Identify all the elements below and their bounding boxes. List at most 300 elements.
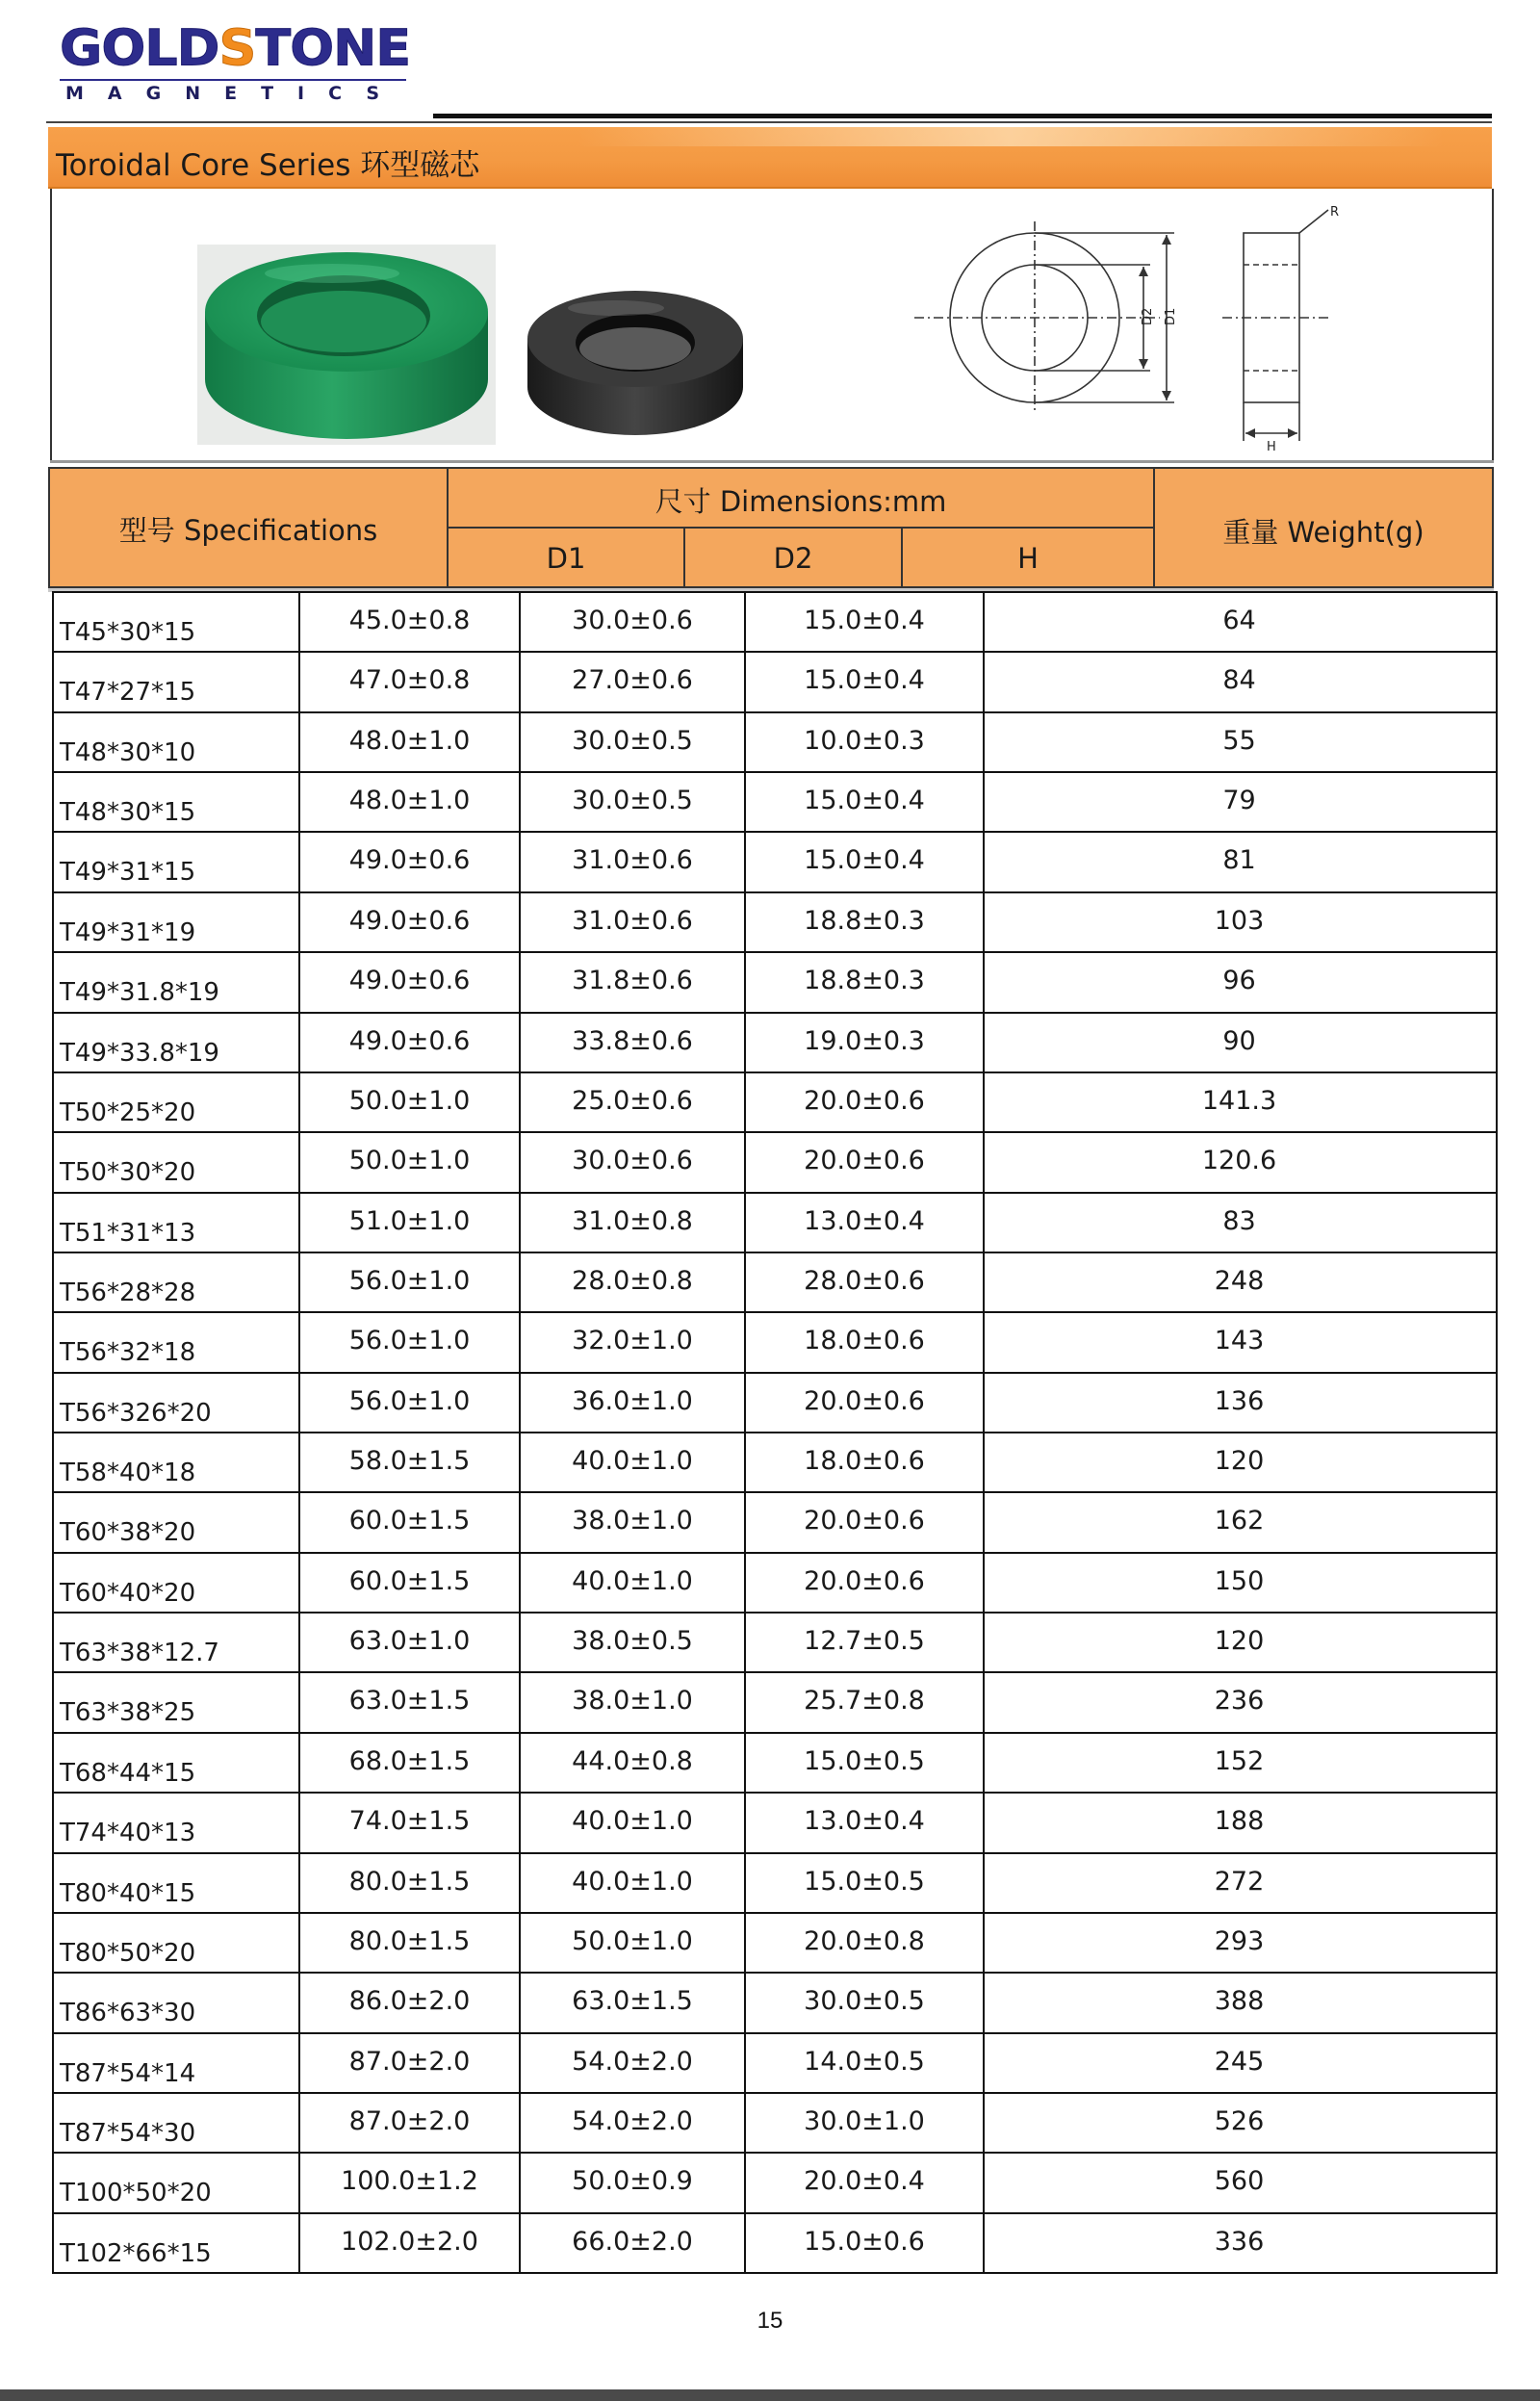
cell-spec — [54, 1014, 298, 1071]
spec-value: T87*54*14 — [60, 2058, 196, 2088]
table-row — [54, 1974, 1496, 2033]
d1-value: 56.0±1.0 — [348, 1265, 471, 1296]
label-r: R — [1330, 205, 1340, 219]
cell-d2 — [519, 1073, 744, 1131]
weight-value: 120.6 — [1201, 1146, 1277, 1176]
d1-value: 63.0±1.5 — [348, 1686, 471, 1717]
spec-value: T49*33.8*19 — [60, 1038, 219, 1068]
d2-value: 25.0±0.6 — [572, 1085, 693, 1116]
d1-value: 60.0±1.5 — [348, 1565, 471, 1596]
table-row — [54, 2154, 1496, 2213]
cell-spec — [54, 1313, 298, 1371]
spec-value: T60*40*20 — [60, 1578, 196, 1608]
cell-h — [744, 893, 983, 951]
d1-value: 51.0±1.0 — [348, 1205, 471, 1236]
cell-weight — [983, 893, 1494, 951]
cell-h — [744, 1854, 983, 1912]
spec-value: T63*38*25 — [60, 1698, 196, 1728]
weight-value: 136 — [1214, 1385, 1265, 1416]
d2-value: 40.0±1.0 — [572, 1866, 693, 1897]
cell-weight — [983, 953, 1494, 1011]
table-row — [54, 1194, 1496, 1253]
d1-value: 68.0±1.5 — [348, 1745, 471, 1776]
cell-d1 — [298, 653, 519, 710]
cell-d2 — [519, 1614, 744, 1671]
cell-weight — [983, 653, 1494, 710]
weight-value: 150 — [1214, 1565, 1265, 1596]
cell-spec — [54, 2154, 298, 2211]
d1-value: 102.0±2.0 — [341, 2226, 478, 2257]
cell-d2 — [519, 773, 744, 831]
cell-d2 — [519, 2034, 744, 2092]
cell-d1 — [298, 1133, 519, 1191]
cell-weight — [983, 1433, 1494, 1491]
cell-d2 — [519, 1313, 744, 1371]
d2-value: 28.0±0.8 — [572, 1265, 693, 1296]
d2-value: 38.0±1.0 — [572, 1686, 693, 1717]
d1-value: 86.0±2.0 — [348, 1986, 471, 2017]
spec-value: T49*31*19 — [60, 917, 196, 947]
cell-spec — [54, 1374, 298, 1432]
label-h: H — [1267, 440, 1276, 452]
cell-spec — [54, 1794, 298, 1851]
cell-h — [744, 773, 983, 831]
table-row — [54, 1313, 1496, 1373]
cell-h — [744, 1614, 983, 1671]
d2-value: 31.0±0.6 — [572, 845, 693, 876]
h-value: 15.0±0.4 — [804, 665, 925, 696]
weight-value: 90 — [1222, 1025, 1256, 1056]
cell-spec — [54, 953, 298, 1011]
header-d1: D1 — [546, 542, 586, 575]
cell-spec — [54, 893, 298, 951]
spec-value: T47*27*15 — [60, 678, 196, 708]
cell-d2 — [519, 1974, 744, 2031]
cell-d2 — [519, 1794, 744, 1851]
weight-value: 248 — [1214, 1265, 1265, 1296]
table-row — [54, 1073, 1496, 1133]
spec-value: T80*50*20 — [60, 1938, 196, 1968]
cell-h — [744, 1794, 983, 1851]
cell-spec — [54, 1673, 298, 1731]
d2-value: 63.0±1.5 — [572, 1986, 693, 2017]
title-bar — [48, 127, 1492, 189]
cell-weight — [983, 2214, 1494, 2272]
cell-spec — [54, 1554, 298, 1612]
table-row — [54, 1854, 1496, 1914]
d2-value: 40.0±1.0 — [572, 1806, 693, 1837]
d2-value: 30.0±0.6 — [572, 606, 693, 635]
weight-value: 526 — [1214, 2105, 1265, 2136]
cell-spec — [54, 1974, 298, 2031]
cell-weight — [983, 1794, 1494, 1851]
weight-value: 560 — [1214, 2166, 1265, 2197]
header-dimensions: 尺寸 Dimensions:mm — [654, 485, 947, 518]
weight-value: 79 — [1222, 786, 1256, 816]
d2-value: 30.0±0.6 — [572, 1146, 693, 1176]
d2-value: 54.0±2.0 — [572, 2105, 693, 2136]
weight-value: 152 — [1214, 1745, 1265, 1776]
spec-value: T63*38*12.7 — [60, 1639, 219, 1668]
cell-weight — [983, 1133, 1494, 1191]
weight-value: 96 — [1222, 966, 1256, 996]
cell-d2 — [519, 653, 744, 710]
cell-h — [744, 2094, 983, 2152]
h-value: 13.0±0.4 — [804, 1806, 925, 1837]
d1-value: 45.0±0.8 — [348, 606, 471, 635]
cell-weight — [983, 2154, 1494, 2211]
cell-h — [744, 953, 983, 1011]
header-rule — [433, 114, 1492, 118]
cell-h — [744, 2154, 983, 2211]
cell-d1 — [298, 1614, 519, 1671]
cell-d2 — [519, 1014, 744, 1071]
cell-weight — [983, 593, 1494, 651]
h-value: 18.8±0.3 — [804, 966, 925, 996]
cell-h — [744, 1194, 983, 1252]
d1-value: 47.0±0.8 — [348, 665, 471, 696]
d1-value: 74.0±1.5 — [348, 1806, 471, 1837]
cell-spec — [54, 773, 298, 831]
h-value: 15.0±0.4 — [804, 606, 925, 635]
cell-weight — [983, 713, 1494, 771]
weight-value: 388 — [1214, 1986, 1265, 2017]
table-row — [54, 2034, 1496, 2094]
spec-value: T86*63*30 — [60, 1999, 196, 2028]
spec-value: T50*25*20 — [60, 1097, 196, 1127]
cell-d1 — [298, 953, 519, 1011]
cell-spec — [54, 1433, 298, 1491]
cell-d2 — [519, 2094, 744, 2152]
cell-d2 — [519, 1673, 744, 1731]
cell-spec — [54, 1614, 298, 1671]
cell-d1 — [298, 1014, 519, 1071]
table-row — [54, 653, 1496, 712]
d1-value: 56.0±1.0 — [348, 1326, 471, 1356]
d2-value: 30.0±0.5 — [572, 786, 693, 816]
d2-value: 33.8±0.6 — [572, 1025, 693, 1056]
cell-spec — [54, 1914, 298, 1972]
cell-h — [744, 1374, 983, 1432]
cell-d1 — [298, 2214, 519, 2272]
weight-value: 83 — [1222, 1205, 1256, 1236]
d1-value: 49.0±0.6 — [348, 845, 471, 876]
cell-d2 — [519, 893, 744, 951]
weight-value: 55 — [1222, 725, 1256, 756]
d2-value: 50.0±1.0 — [572, 1925, 693, 1956]
h-value: 13.0±0.4 — [804, 1205, 925, 1236]
cell-d1 — [298, 833, 519, 891]
table-header — [48, 467, 1494, 588]
d2-value: 31.0±0.6 — [572, 905, 693, 936]
weight-value: 188 — [1214, 1806, 1265, 1837]
h-value: 18.0±0.6 — [804, 1326, 925, 1356]
cell-spec — [54, 1073, 298, 1131]
header-weight: 重量 Weight(g) — [1222, 516, 1424, 549]
h-value: 20.0±0.6 — [804, 1385, 925, 1416]
cell-d1 — [298, 1073, 519, 1131]
d1-value: 80.0±1.5 — [348, 1866, 471, 1897]
spec-value: T45*30*15 — [60, 618, 196, 647]
cell-h — [744, 1133, 983, 1191]
d1-value: 50.0±1.0 — [348, 1146, 471, 1176]
spec-value: T74*40*13 — [60, 1819, 196, 1848]
h-value: 20.0±0.6 — [804, 1565, 925, 1596]
cell-d1 — [298, 1374, 519, 1432]
cell-spec — [54, 1194, 298, 1252]
logo-tagline: MAGNETICS — [65, 83, 404, 104]
table-row — [54, 1433, 1496, 1493]
cell-d1 — [298, 1433, 519, 1491]
table-row — [54, 1133, 1496, 1193]
header-rule-thin — [46, 121, 1492, 123]
cell-h — [744, 1673, 983, 1731]
spec-value: T100*50*20 — [60, 2179, 212, 2208]
cell-d2 — [519, 1253, 744, 1311]
header-spec: 型号 Specifications — [118, 514, 378, 547]
h-value: 28.0±0.6 — [804, 1265, 925, 1296]
cell-h — [744, 2034, 983, 2092]
d1-value: 49.0±0.6 — [348, 1025, 471, 1056]
cell-d2 — [519, 1374, 744, 1432]
spec-value: T56*32*18 — [60, 1338, 196, 1368]
d1-value: 60.0±1.5 — [348, 1506, 471, 1536]
d1-value: 49.0±0.6 — [348, 905, 471, 936]
cell-d1 — [298, 893, 519, 951]
table-row — [54, 713, 1496, 773]
cell-d1 — [298, 1253, 519, 1311]
spec-value: T56*28*28 — [60, 1278, 196, 1307]
h-value: 18.0±0.6 — [804, 1446, 925, 1477]
cell-d2 — [519, 2154, 744, 2211]
cell-spec — [54, 833, 298, 891]
d1-value: 49.0±0.6 — [348, 966, 471, 996]
table-row — [54, 1614, 1496, 1673]
d1-value: 100.0±1.2 — [341, 2166, 478, 2197]
cell-h — [744, 1493, 983, 1551]
cell-h — [744, 1073, 983, 1131]
d2-value: 27.0±0.6 — [572, 665, 693, 696]
cell-d1 — [298, 593, 519, 651]
label-d1: D1 — [1164, 307, 1178, 325]
spec-value: T60*38*20 — [60, 1518, 196, 1548]
cell-d1 — [298, 1914, 519, 1972]
d1-value: 56.0±1.0 — [348, 1385, 471, 1416]
h-value: 10.0±0.3 — [804, 725, 925, 756]
d2-value: 31.8±0.6 — [572, 966, 693, 996]
cell-d1 — [298, 1313, 519, 1371]
cell-d1 — [298, 2154, 519, 2211]
cell-h — [744, 833, 983, 891]
table-row — [54, 1493, 1496, 1553]
h-value: 12.7±0.5 — [804, 1626, 925, 1657]
cell-spec — [54, 653, 298, 710]
h-value: 30.0±0.5 — [804, 1986, 925, 2017]
weight-value: 120 — [1214, 1626, 1265, 1657]
logo-wordmark: GOLDSTONE — [60, 19, 411, 77]
page-title: Toroidal Core Series 环型磁芯 — [56, 148, 480, 183]
table-row — [54, 1734, 1496, 1794]
cell-spec — [54, 1133, 298, 1191]
d1-value: 63.0±1.0 — [348, 1626, 471, 1657]
weight-value: 336 — [1214, 2226, 1265, 2257]
cell-d1 — [298, 1734, 519, 1792]
d1-value: 80.0±1.5 — [348, 1925, 471, 1956]
weight-value: 293 — [1214, 1925, 1265, 1956]
spec-value: T58*40*18 — [60, 1459, 196, 1488]
cell-spec — [54, 1854, 298, 1912]
weight-value: 64 — [1222, 606, 1256, 635]
cell-spec — [54, 593, 298, 651]
cell-weight — [983, 1854, 1494, 1912]
cell-spec — [54, 713, 298, 771]
cell-h — [744, 2214, 983, 2272]
table-row — [54, 773, 1496, 833]
cell-spec — [54, 1493, 298, 1551]
table-row — [54, 833, 1496, 892]
d1-value: 48.0±1.0 — [348, 786, 471, 816]
spec-value: T87*54*30 — [60, 2118, 196, 2148]
cell-weight — [983, 1253, 1494, 1311]
cell-spec — [54, 1734, 298, 1792]
d1-value: 50.0±1.0 — [348, 1085, 471, 1116]
cell-weight — [983, 1374, 1494, 1432]
table-row — [54, 1014, 1496, 1073]
spec-value: T80*40*15 — [60, 1878, 196, 1908]
d2-value: 50.0±0.9 — [572, 2166, 693, 2197]
cell-d2 — [519, 833, 744, 891]
d1-value: 87.0±2.0 — [348, 2105, 471, 2136]
d2-value: 31.0±0.8 — [572, 1205, 693, 1236]
cell-d2 — [519, 1433, 744, 1491]
header-d2: D2 — [773, 542, 813, 575]
cell-d2 — [519, 1554, 744, 1612]
company-logo — [60, 21, 416, 110]
h-value: 25.7±0.8 — [804, 1686, 925, 1717]
cell-d2 — [519, 593, 744, 651]
cell-d2 — [519, 1493, 744, 1551]
weight-value: 143 — [1214, 1326, 1265, 1356]
cell-d2 — [519, 1914, 744, 1972]
table-row — [54, 2094, 1496, 2154]
cell-d1 — [298, 773, 519, 831]
h-value: 20.0±0.8 — [804, 1925, 925, 1956]
weight-value: 84 — [1222, 665, 1256, 696]
cell-d1 — [298, 1554, 519, 1612]
cell-h — [744, 713, 983, 771]
h-value: 14.0±0.5 — [804, 2046, 925, 2077]
h-value: 30.0±1.0 — [804, 2105, 925, 2136]
cell-d1 — [298, 1194, 519, 1252]
toroid-dimension-drawing — [914, 202, 1357, 452]
weight-value: 162 — [1214, 1506, 1265, 1536]
table-row — [54, 1554, 1496, 1614]
weight-value: 120 — [1214, 1446, 1265, 1477]
table-row — [54, 1914, 1496, 1974]
cell-d2 — [519, 953, 744, 1011]
d2-value: 40.0±1.0 — [572, 1565, 693, 1596]
cell-d1 — [298, 1493, 519, 1551]
cell-d1 — [298, 713, 519, 771]
cell-d1 — [298, 2034, 519, 2092]
d2-value: 66.0±2.0 — [572, 2226, 693, 2257]
cell-weight — [983, 1614, 1494, 1671]
logo-underline — [60, 79, 406, 81]
cell-d2 — [519, 713, 744, 771]
cell-h — [744, 1554, 983, 1612]
spec-value: T50*30*20 — [60, 1158, 196, 1188]
weight-value: 245 — [1214, 2046, 1265, 2077]
cell-weight — [983, 1194, 1494, 1252]
cell-d1 — [298, 1794, 519, 1851]
spec-value: T56*326*20 — [60, 1398, 212, 1428]
cell-weight — [983, 2034, 1494, 2092]
cell-spec — [54, 2034, 298, 2092]
spec-value: T49*31*15 — [60, 858, 196, 888]
cell-h — [744, 1433, 983, 1491]
cell-weight — [983, 2094, 1494, 2152]
cell-d2 — [519, 1194, 744, 1252]
h-value: 20.0±0.6 — [804, 1085, 925, 1116]
weight-value: 272 — [1214, 1866, 1265, 1897]
h-value: 20.0±0.6 — [804, 1146, 925, 1176]
d1-value: 87.0±2.0 — [348, 2046, 471, 2077]
cell-weight — [983, 1554, 1494, 1612]
h-value: 19.0±0.3 — [804, 1025, 925, 1056]
h-value: 15.0±0.6 — [804, 2226, 925, 2257]
cell-d1 — [298, 2094, 519, 2152]
page-number: 15 — [757, 2308, 783, 2334]
weight-value: 103 — [1214, 905, 1265, 936]
cell-d1 — [298, 1673, 519, 1731]
cell-weight — [983, 1734, 1494, 1792]
h-value: 18.8±0.3 — [804, 905, 925, 936]
black-toroid-photo — [520, 279, 751, 443]
h-value: 15.0±0.5 — [804, 1745, 925, 1776]
cell-d2 — [519, 1734, 744, 1792]
table-row — [54, 953, 1496, 1013]
h-value: 20.0±0.4 — [804, 2166, 925, 2197]
cell-h — [744, 1914, 983, 1972]
cell-d2 — [519, 1854, 744, 1912]
cell-h — [744, 1734, 983, 1792]
h-value: 20.0±0.6 — [804, 1506, 925, 1536]
cell-d2 — [519, 1133, 744, 1191]
cell-weight — [983, 1493, 1494, 1551]
table-row — [54, 1253, 1496, 1313]
h-value: 15.0±0.5 — [804, 1866, 925, 1897]
d2-value: 54.0±2.0 — [572, 2046, 693, 2077]
table-row — [54, 893, 1496, 953]
d2-value: 40.0±1.0 — [572, 1446, 693, 1477]
cell-d2 — [519, 2214, 744, 2272]
table-row — [54, 1794, 1496, 1853]
d2-value: 32.0±1.0 — [572, 1326, 693, 1356]
bottom-bar — [0, 2389, 1540, 2401]
d2-value: 38.0±1.0 — [572, 1506, 693, 1536]
table-row — [54, 1673, 1496, 1733]
green-toroid-photo — [197, 245, 496, 445]
header-h: H — [1017, 542, 1039, 575]
d1-value: 48.0±1.0 — [348, 725, 471, 756]
d2-value: 38.0±0.5 — [572, 1626, 693, 1657]
cell-weight — [983, 833, 1494, 891]
h-value: 15.0±0.4 — [804, 786, 925, 816]
d2-value: 44.0±0.8 — [572, 1745, 693, 1776]
spec-value: T48*30*15 — [60, 798, 196, 828]
cell-weight — [983, 1014, 1494, 1071]
d2-value: 36.0±1.0 — [572, 1385, 693, 1416]
